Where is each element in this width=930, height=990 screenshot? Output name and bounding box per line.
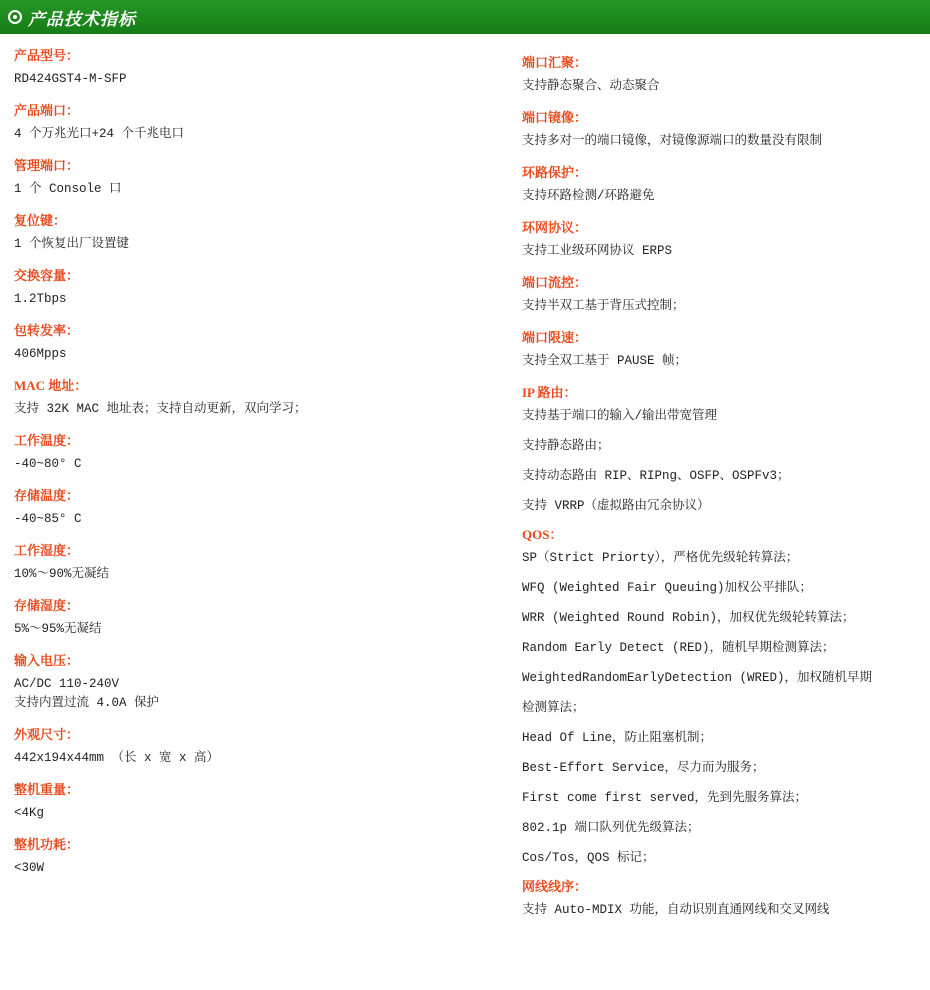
spec-label: 网线线序：: [522, 879, 588, 894]
spec-label: 环网协议：: [522, 220, 588, 235]
spec-value: 支持全双工基于 PAUSE 帧；: [522, 354, 688, 368]
spec-label: 整机功耗：: [14, 837, 80, 852]
spec-item-operating-temperature: [14, 433, 494, 474]
spec-item-loop-protection: [522, 165, 916, 206]
spec-value-line: Cos/Tos，QOS 标记；: [522, 851, 655, 865]
spec-value-line: 支持基于端口的输入/输出带宽管理: [522, 409, 718, 423]
spec-value: -40~85° C: [14, 512, 82, 526]
spec-label: 端口镜像：: [522, 110, 588, 125]
spec-item-port-flow-control: [522, 275, 916, 316]
spec-item-storage-temperature: [14, 488, 494, 529]
spec-label: 端口流控：: [522, 275, 588, 290]
spec-item-port-mirroring: [522, 110, 916, 151]
spec-value-list: [522, 407, 916, 516]
spec-value-list: [522, 549, 916, 868]
spec-label: 整机重量：: [14, 782, 80, 797]
spec-label: 工作温度：: [14, 433, 80, 448]
spec-label: 包转发率：: [14, 323, 80, 338]
spec-value: 406Mpps: [14, 347, 67, 361]
spec-value-line: WeightedRandomEarlyDetection (WRED)，加权随机早期: [522, 671, 873, 685]
spec-value: RD424GST4-M-SFP: [14, 72, 127, 86]
target-circle-icon: [8, 10, 22, 24]
spec-value: 支持 32K MAC 地址表；支持自动更新，双向学习；: [14, 402, 307, 416]
spec-label: 输入电压：: [14, 653, 80, 668]
spec-item-reset-key: [14, 213, 494, 254]
page-title: 产品技术指标: [28, 9, 136, 29]
spec-value-line: 支持内置过流 4.0A 保护: [14, 696, 160, 710]
spec-value: 支持环路检测/环路避免: [522, 189, 655, 203]
spec-label: 管理端口：: [14, 158, 80, 173]
spec-label: 存储温度：: [14, 488, 80, 503]
spec-column-right: [508, 48, 930, 934]
spec-item-ports: [14, 103, 494, 144]
spec-value: 1.2Tbps: [14, 292, 67, 306]
spec-value: 支持多对一的端口镜像，对镜像源端口的数量没有限制: [522, 134, 823, 148]
spec-item-mac-address: [14, 378, 494, 419]
spec-value-line: SP（Strict Priorty），严格优先级轮转算法；: [522, 551, 799, 565]
spec-label: 存储湿度：: [14, 598, 80, 613]
spec-value: 支持 Auto-MDIX 功能，自动识别直通网线和交叉网线: [522, 903, 830, 917]
spec-value: 10%～90%无凝结: [14, 567, 110, 581]
spec-value: 支持半双工基于背压式控制；: [522, 299, 685, 313]
spec-value-line: 检测算法；: [522, 701, 585, 715]
spec-value: 1 个 Console 口: [14, 182, 122, 196]
spec-value-line: Head Of Line，防止阻塞机制；: [522, 731, 713, 745]
spec-value-line: Best-Effort Service，尽力而为服务；: [522, 761, 765, 775]
spec-value: <30W: [14, 861, 45, 875]
section-header-bar: [0, 0, 930, 34]
spec-item-weight: [14, 782, 494, 823]
spec-item-qos: [522, 527, 916, 868]
spec-value-line: First come first served，先到先服务算法；: [522, 791, 808, 805]
spec-value-line: 802.1p 端口队列优先级算法；: [522, 821, 700, 835]
spec-label: IP 路由：: [522, 385, 577, 400]
spec-label: 端口限速：: [522, 330, 588, 345]
spec-value-line: 支持静态路由；: [522, 439, 610, 453]
spec-value: 4 个万兆光口+24 个千兆电口: [14, 127, 185, 141]
spec-value: 442x194x44mm （长 x 宽 x 高）: [14, 751, 220, 765]
spec-value-line: 支持 VRRP（虚拟路由冗余协议）: [522, 499, 710, 513]
spec-item-switch-capacity: [14, 268, 494, 309]
spec-label: 产品型号：: [14, 48, 80, 63]
spec-value-line: WRR (Weighted Round Robin)，加权优先级轮转算法；: [522, 611, 855, 625]
spec-item-port-aggregation: [522, 55, 916, 96]
spec-label: 端口汇聚：: [522, 55, 588, 70]
spec-item-port-rate-limit: [522, 330, 916, 371]
spec-item-management-port: [14, 158, 494, 199]
spec-item-forwarding-rate: [14, 323, 494, 364]
spec-label: 环路保护：: [522, 165, 588, 180]
spec-value-line: 支持动态路由 RIP、RIPng、OSFP、OSPFv3；: [522, 469, 790, 483]
spec-label: 交换容量：: [14, 268, 80, 283]
spec-item-ip-routing: [522, 385, 916, 516]
spec-item-operating-humidity: [14, 543, 494, 584]
spec-item-power-consumption: [14, 837, 494, 878]
spec-content: [0, 34, 930, 934]
spec-value: 5%～95%无凝结: [14, 622, 102, 636]
spec-label: 产品端口：: [14, 103, 80, 118]
spec-item-input-voltage: [14, 653, 494, 713]
spec-value: 支持工业级环网协议 ERPS: [522, 244, 673, 258]
spec-label: 复位键：: [14, 213, 67, 228]
spec-label: QOS：: [522, 527, 563, 542]
spec-value-multiline: [14, 675, 494, 713]
spec-column-left: [0, 48, 508, 934]
spec-item-dimensions: [14, 727, 494, 768]
spec-value: <4Kg: [14, 806, 45, 820]
spec-value-line: AC/DC 110-240V: [14, 677, 120, 691]
spec-item-storage-humidity: [14, 598, 494, 639]
spec-label: 外观尺寸：: [14, 727, 80, 742]
spec-item-ring-protocol: [522, 220, 916, 261]
spec-label: 工作湿度：: [14, 543, 80, 558]
spec-value: 1 个恢复出厂设置键: [14, 237, 130, 251]
spec-value-line: WFQ (Weighted Fair Queuing)加权公平排队；: [522, 581, 813, 595]
spec-item-model: [14, 48, 494, 89]
spec-value-line: Random Early Detect (RED)，随机早期检测算法；: [522, 641, 835, 655]
spec-item-cable-sequence: [522, 879, 916, 920]
spec-label: MAC 地址：: [14, 378, 88, 393]
spec-value: -40~80° C: [14, 457, 82, 471]
spec-value: 支持静态聚合、动态聚合: [522, 79, 660, 93]
